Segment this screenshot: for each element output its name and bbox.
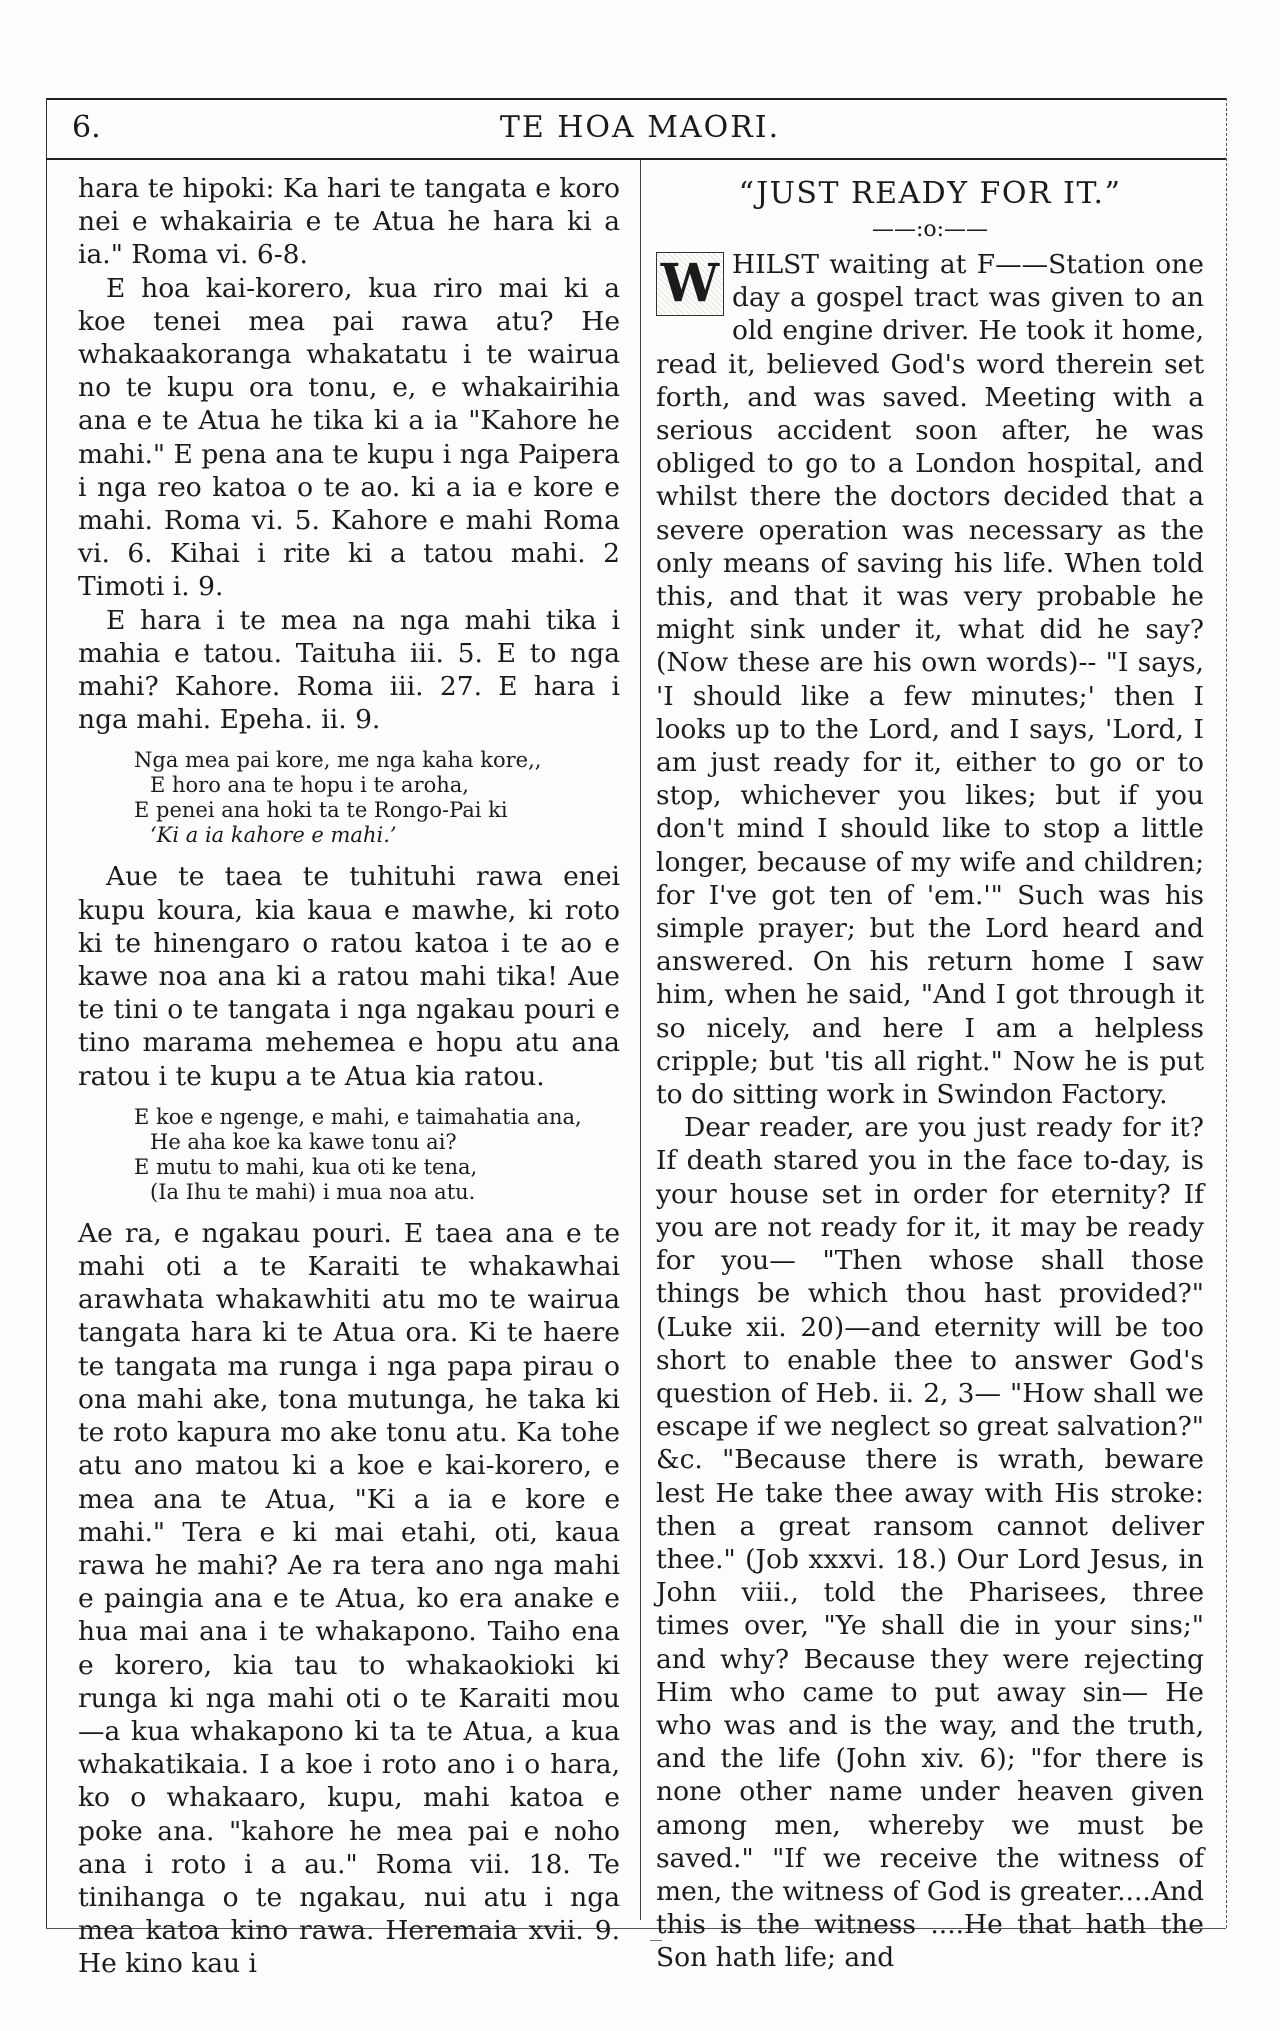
paragraph: E hara i te mea na nga mahi tika i mahia e tatou. Taituha iii. 5. E to nga mahi? Kahore. Roma iii. 27. E hara i nga mahi. Epeha. ii. 9.	[78, 604, 620, 736]
left-column	[78, 172, 620, 1981]
paragraph: Aue te taea te tuhituhi rawa enei kupu koura, kia kaua e mawhe, ki roto ki te hinengaro o ratou katoa i te ao e kawe noa ana ki a ratou mahi tika! Aue te tini o te tangata i nga ngakau pouri e tino marama mehemea e hopu atu ana ratou i te kupu a te Atua kia ratou.	[78, 861, 620, 1092]
print-mark	[650, 1940, 662, 1945]
page-frame-left	[46, 98, 47, 1928]
verse-line: E penei ana hoki ta te Rongo-Pai ki	[134, 798, 508, 823]
verse-stanza	[134, 1105, 620, 1205]
header-rule	[46, 158, 1226, 160]
paragraph: Ae ra, e ngakau pouri. E taea ana e te mahi oti a te Karaiti te whakawhai arawhata whakawhiti atu mo te wairua tangata hara ki te Atua ora. Ki te haere te tangata ma runga i nga papa pirau o ona mahi ake, tona mutunga, he taka ki te roto kapura mo ake tonu atu. Ka tohe atu ano matou ki a koe e kai-korero, e mea ana te Atua, "Ki a ia e kore e mahi." Tera e ki mai etahi, oti, kaua rawa he mahi? Ae ra tera ano nga mahi e paingia ana e te Atua, ko era anake e hua mai ana i te whakapono. Taiho ena e korero, kia tau to whakaokioki ki runga ki nga mahi oti o te Karaiti mou —a kua whakapono ki ta te Atua, a kua whakatikaia. I a koe i roto ano i o hara, ko o whakaaro, kupu, mahi katoa e poke ana. "kahore he mea pai e noho ana i roto i a au." Roma vii. 18. Te tinihanga o te ngakau, nui atu i nga mea katoa kino rawa. Heremaia xvii. 9. He kino kau i	[78, 1217, 620, 1980]
verse-line: E mutu to mahi, kua oti ke tena,	[134, 1154, 478, 1179]
verse-stanza	[134, 748, 620, 848]
page-frame-top	[46, 98, 1226, 100]
page-frame-right	[1226, 98, 1227, 1928]
verse-line: E horo ana te hopu i te aroha,	[150, 773, 469, 798]
paragraph-text: HILST waiting at F——Station one day a gospel tract was given to an old engine driver. He took it home, read it, believed God's word therein set forth, and was saved. Meeting with a serious accident soon after, he was obliged to go to a London hospital, and whilst there the doctors decided that a severe operation was necessary as the only means of saving his life. When told this, and that it was very probable he might sink under it, what did he say? (Now these are his own words)-- "I says, 'I should like a few minutes;' then I looks up to the Lord, and I says, 'Lord, I am just ready for it, either to go or to stop, whichever you likes; but if you don't mind I should like to stop a little longer, because of my wife and children; for I've got ten of 'em.'" Such was his simple prayer; but the Lord heard and answered. On his return home I saw him, when he said, "And I got through it so nicely, and here I am a helpless cripple; but 'tis all right." Now he is put to do sitting work in Swindon Factory.	[656, 249, 1204, 1111]
verse-line: Nga mea pai kore, me nga kaha kore,,	[134, 748, 542, 773]
column-divider	[640, 160, 641, 1920]
right-column	[656, 172, 1204, 1975]
paragraph	[656, 248, 1204, 1111]
paragraph: Dear reader, are you just ready for it? If death stared you in the face to-day, is your house set in order for eternity? If you are not ready for it, it may be ready for you— "Then whose shall those things be which thou hast provided?" (Luke xii. 20)—and eternity will be too short to enable thee to answer God's question of Heb. ii. 2, 3— "How shall we escape if we neglect so great salvation?" &c. "Because there is wrath, beware lest He take thee away with His stroke: then a great ransom cannot deliver thee." (Job xxxvi. 18.) Our Lord Jesus, in John viii., told the Pharisees, three times over, "Ye shall die in your sins;" and why? Because they were rejecting Him who came to put away sin— He who was and is the way, and the truth, and the life (John xiv. 6); "for there is none other name under heaven given among men, whereby we must be saved." "If we receive the witness of men, the witness of God is greater....And this is the witness ....He that hath the Son hath life; and	[656, 1112, 1204, 1974]
running-head-title: TE HOA MAORI.	[499, 110, 781, 145]
drop-cap: W	[656, 252, 724, 316]
paragraph: E hoa kai-korero, kua riro mai ki a koe tenei mea pai rawa atu? He whakaakoranga whakatatu i te wairua no te kupu ora tonu, e, e whakairihia ana e te Atua he tika ki a ia "Kahore he mahi." E pena ana te kupu i nga Paipera i nga reo katoa o te ao. ki a ia e kore e mahi. Roma vi. 5. Kahore e mahi Roma vi. 6. Kihai i rite ki a tatou mahi. 2 Timoti i. 9.	[78, 272, 620, 603]
verse-line: (Ia Ihu te mahi) i mua noa atu.	[150, 1179, 476, 1204]
verse-line: E koe e ngenge, e mahi, e taimahatia ana,	[134, 1104, 582, 1129]
paragraph: hara te hipoki: Ka hari te tangata e koro nei e whakairia e te Atua he hara ki a ia." Roma vi. 6-8.	[78, 173, 620, 271]
verse-line: He aha koe ka kawe tonu ai?	[150, 1129, 457, 1154]
page-number: 6.	[72, 110, 101, 145]
verse-line: ‘Ki a ia kahore e mahi.’	[150, 823, 397, 848]
article-title: “JUST READY FOR IT.”	[738, 176, 1122, 211]
section-separator: ——:o:——	[871, 217, 989, 242]
